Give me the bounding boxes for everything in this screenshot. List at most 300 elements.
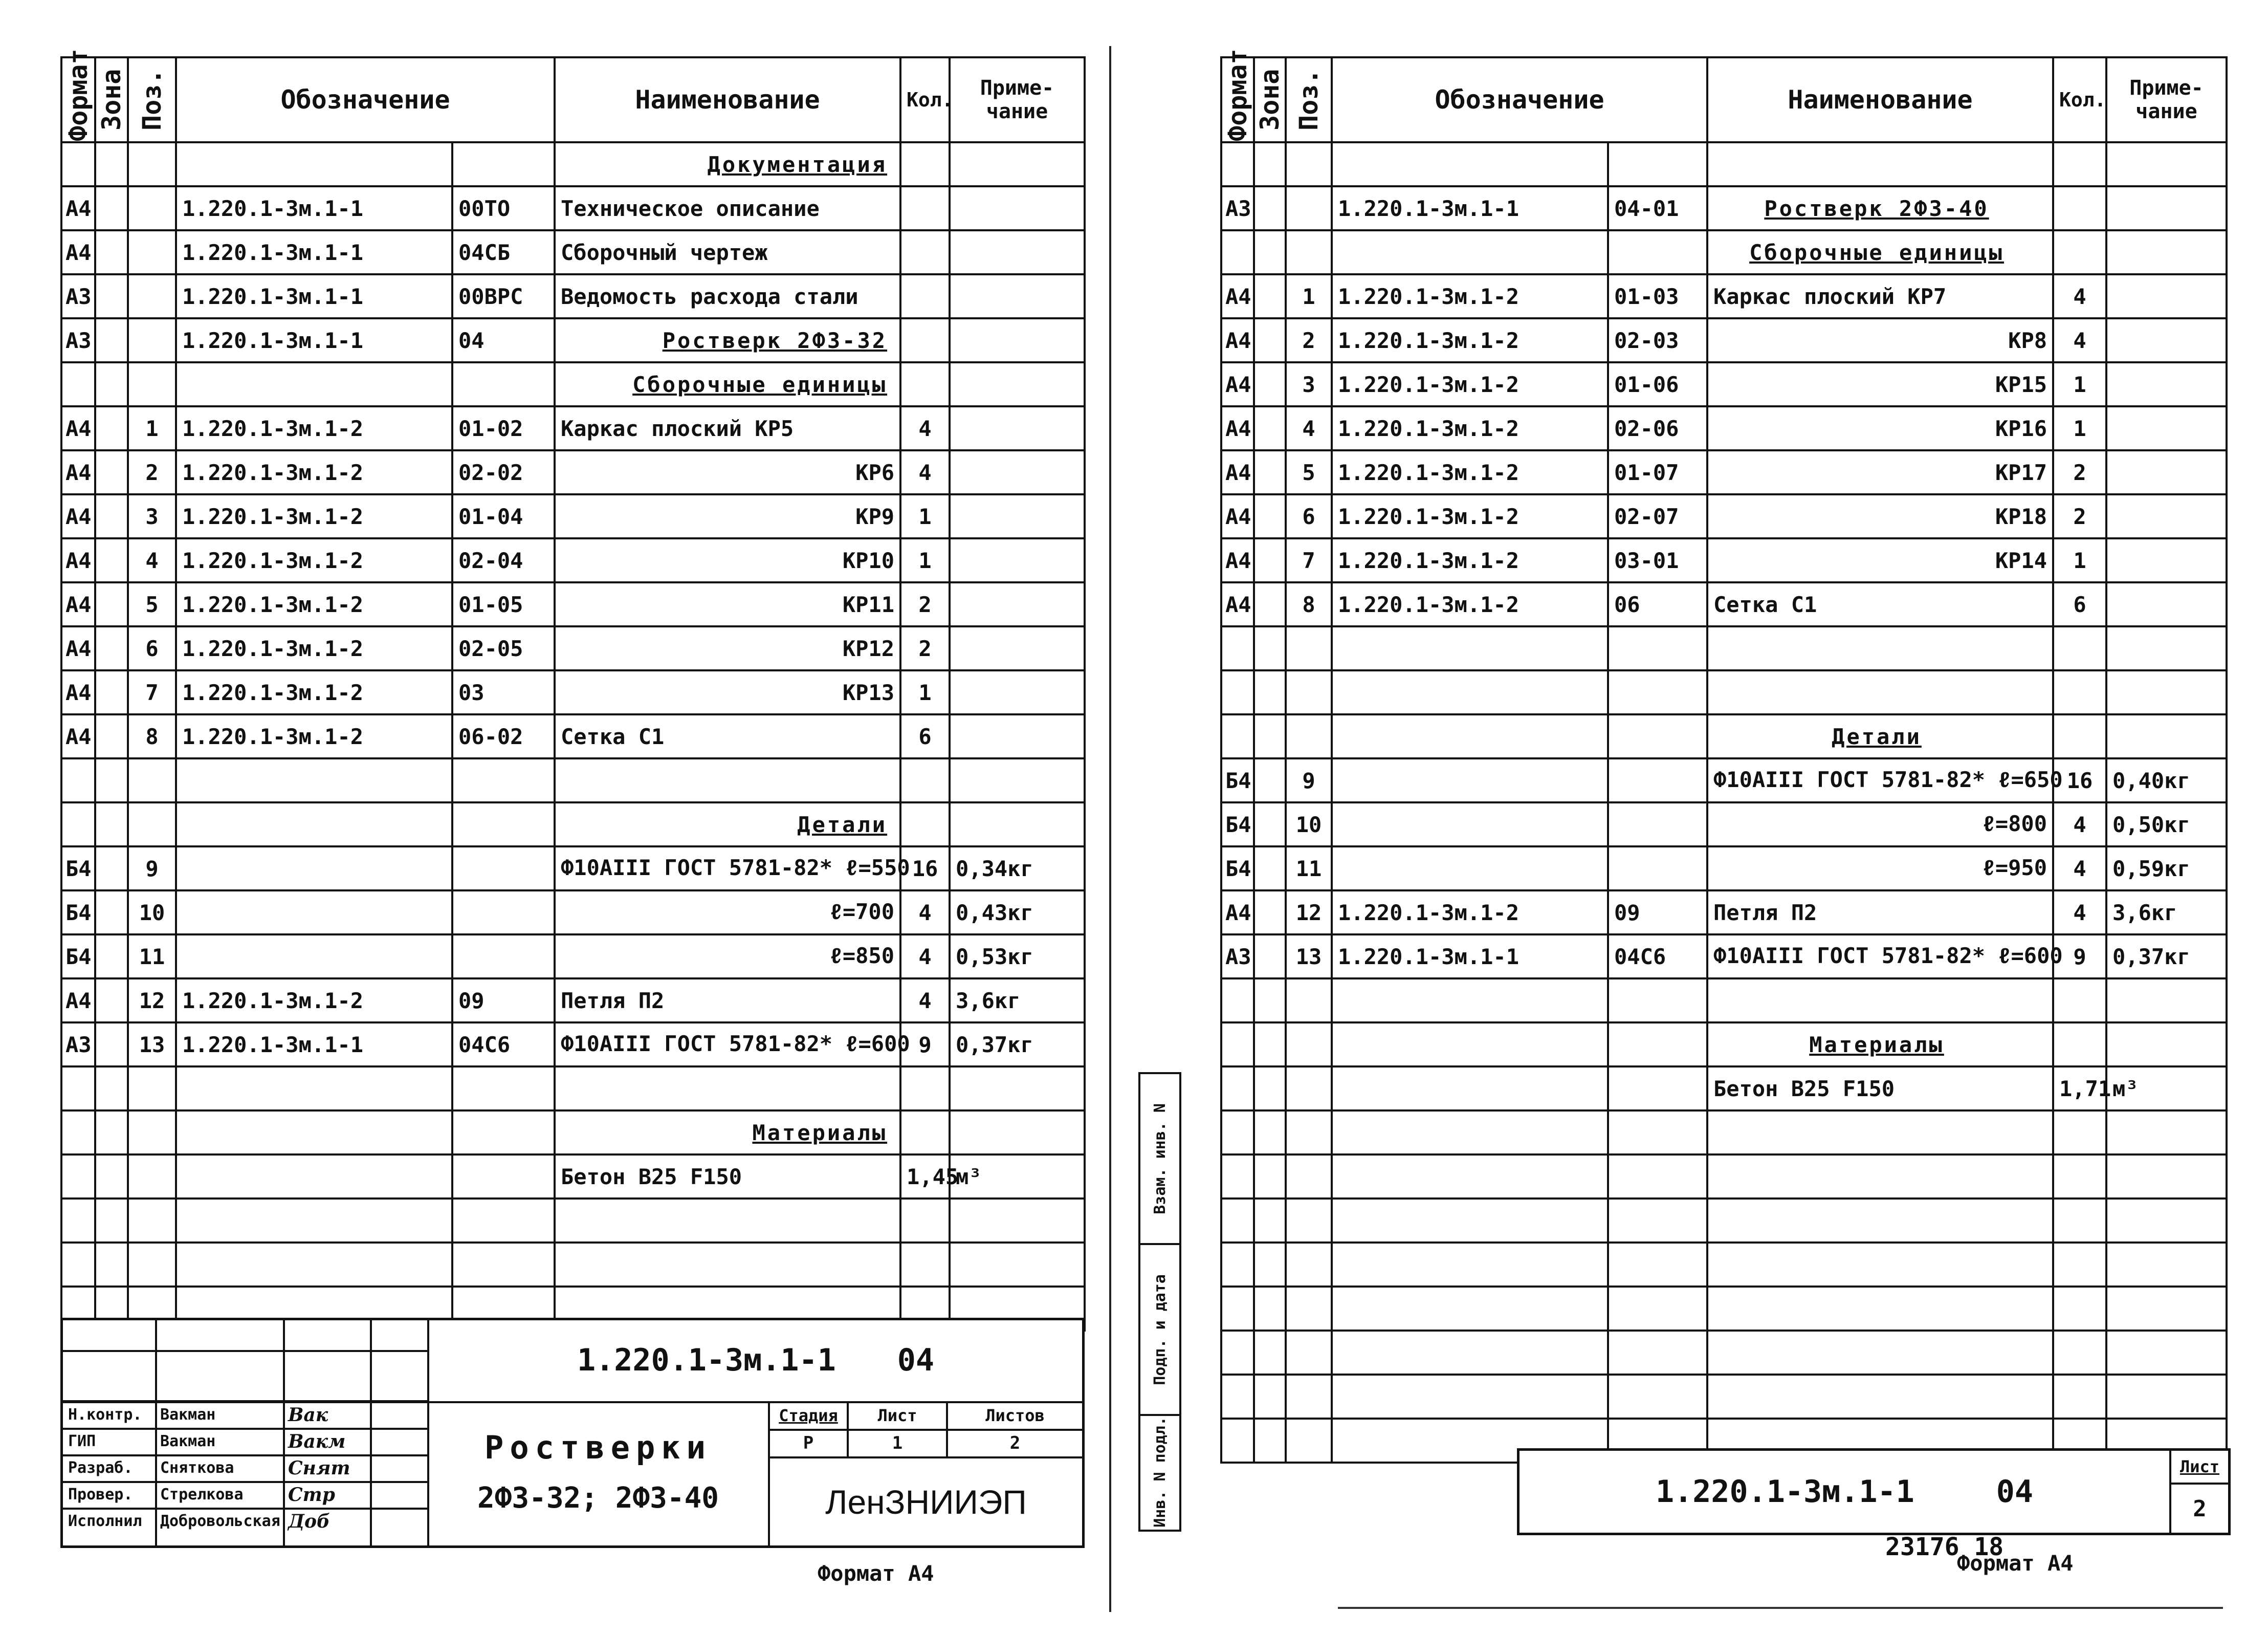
cell-designation-suffix [1608, 1287, 1707, 1331]
cell-qty [900, 318, 950, 362]
cell-format [1221, 1419, 1254, 1463]
cell-qty [2053, 1331, 2106, 1375]
cell-designation [176, 1110, 452, 1154]
cell-pos: 13 [128, 1022, 176, 1066]
cell-name: Петля П2 [1707, 890, 2053, 934]
cell-format: А4 [1221, 274, 1254, 318]
cell-pos: 11 [128, 934, 176, 978]
cell-pos: 6 [1286, 494, 1332, 538]
cell-note: 3,6кг [2106, 890, 2227, 934]
cell-format [61, 362, 95, 406]
cell-note [950, 362, 1085, 406]
signature-mark: Доб [288, 1511, 331, 1532]
spec-body-right [1221, 142, 2227, 1463]
col-note [2106, 57, 2227, 142]
cell-zone [95, 714, 128, 758]
cell-qty: 2 [900, 582, 950, 626]
table-row [61, 626, 1085, 670]
cell-name [1707, 1110, 2053, 1154]
cell-qty [900, 1243, 950, 1287]
cell-name: Ростверк 2Ф3-40 [1707, 186, 2053, 230]
cell-format [61, 1066, 95, 1110]
cell-format [1221, 670, 1254, 714]
stage-label: Стадия [779, 1406, 838, 1425]
cell-qty [900, 758, 950, 802]
cell-designation-suffix [452, 362, 555, 406]
cell-designation-suffix [452, 934, 555, 978]
cell-designation [176, 1066, 452, 1110]
table-row [61, 1110, 1085, 1154]
cell-name: Сборочные единицы [1707, 230, 2053, 274]
cell-designation-suffix: 06 [1608, 582, 1707, 626]
cell-designation-suffix [1608, 670, 1707, 714]
cell-note [2106, 1331, 2227, 1375]
footer-sheet-label: Лист [2179, 1457, 2220, 1476]
cell-name: Ростверк 2Ф3-32 [555, 318, 900, 362]
cell-note [2106, 494, 2227, 538]
cell-format: А4 [61, 406, 95, 450]
cell-note [2106, 1110, 2227, 1154]
cell-qty [900, 274, 950, 318]
cell-designation [1332, 1022, 1608, 1066]
col-designation: Обозначение [1332, 57, 1707, 142]
cell-zone [1254, 978, 1286, 1022]
cell-designation-suffix: 02-04 [452, 538, 555, 582]
cell-designation [1332, 1375, 1608, 1419]
cell-qty [900, 142, 950, 186]
cell-format [1221, 1375, 1254, 1419]
cell-note: 0,50кг [2106, 802, 2227, 846]
cell-pos [128, 1199, 176, 1243]
cell-pos [128, 318, 176, 362]
cell-note [950, 1243, 1085, 1287]
cell-designation-suffix [1608, 1331, 1707, 1375]
signature-person: Сняткова [160, 1459, 234, 1477]
cell-designation-suffix [1608, 714, 1707, 758]
cell-designation [176, 802, 452, 846]
cell-qty [900, 362, 950, 406]
cell-qty: 1 [900, 538, 950, 582]
cell-zone [95, 450, 128, 494]
table-row [61, 362, 1085, 406]
table-row [1221, 890, 2227, 934]
table-row [1221, 1331, 2227, 1375]
cell-pos [1286, 714, 1332, 758]
signature-role: Исполнил [68, 1512, 142, 1530]
cell-format: А3 [1221, 186, 1254, 230]
cell-pos: 2 [128, 450, 176, 494]
cell-name [1707, 670, 2053, 714]
cell-name [1707, 978, 2053, 1022]
cell-designation: 1.220.1-3м.1-2 [1332, 406, 1608, 450]
cell-note [950, 494, 1085, 538]
col-note-line1: Приме- [2129, 76, 2204, 100]
cell-note [2106, 714, 2227, 758]
archive-number: 23176 18 [1885, 1533, 2004, 1561]
table-row [1221, 934, 2227, 978]
sheet-left [60, 49, 1084, 1586]
cell-zone [95, 142, 128, 186]
cell-pos: 1 [1286, 274, 1332, 318]
cell-name [1707, 1199, 2053, 1243]
cell-designation: 1.220.1-3м.1-2 [1332, 890, 1608, 934]
cell-qty: 2 [2053, 494, 2106, 538]
cell-zone [1254, 186, 1286, 230]
cell-name: Документация [555, 142, 900, 186]
cell-pos: 9 [1286, 758, 1332, 802]
cell-name: КР13 [555, 670, 900, 714]
cell-designation: 1.220.1-3м.1-1 [176, 274, 452, 318]
cell-designation-suffix: 04 [452, 318, 555, 362]
cell-designation [1332, 1199, 1608, 1243]
cell-pos: 12 [1286, 890, 1332, 934]
cell-qty [2053, 230, 2106, 274]
cell-designation [176, 362, 452, 406]
cell-pos [128, 142, 176, 186]
cell-note: м³ [950, 1154, 1085, 1199]
cell-designation-suffix [452, 802, 555, 846]
cell-zone [95, 1243, 128, 1287]
cell-note [950, 582, 1085, 626]
cell-designation [176, 846, 452, 890]
cell-pos: 7 [1286, 538, 1332, 582]
cell-note [2106, 626, 2227, 670]
cell-format: Б4 [1221, 846, 1254, 890]
drawing-title-line1: Ростверки [485, 1429, 712, 1466]
cell-qty: 4 [2053, 846, 2106, 890]
table-row [61, 450, 1085, 494]
cell-zone [95, 582, 128, 626]
cell-format: Б4 [61, 846, 95, 890]
cell-pos: 4 [1286, 406, 1332, 450]
side-stamp [1138, 1072, 1181, 1532]
cell-qty: 2 [900, 626, 950, 670]
cell-name: Материалы [555, 1110, 900, 1154]
cell-format [1221, 1199, 1254, 1243]
cell-pos: 2 [1286, 318, 1332, 362]
table-row [1221, 1022, 2227, 1066]
cell-designation-suffix [452, 1199, 555, 1243]
cell-zone [95, 362, 128, 406]
cell-qty: 4 [2053, 802, 2106, 846]
cell-name: КР9 [555, 494, 900, 538]
page-divider [1109, 46, 1111, 1612]
format-label-right: Формат А4 [1957, 1551, 2074, 1576]
col-name: Наименование [555, 57, 900, 142]
cell-name: Детали [1707, 714, 2053, 758]
cell-zone [1254, 846, 1286, 890]
table-row [61, 890, 1085, 934]
cell-pos [128, 362, 176, 406]
cell-zone [1254, 274, 1286, 318]
cell-qty [2053, 670, 2106, 714]
table-row [1221, 758, 2227, 802]
cell-note [2106, 450, 2227, 494]
cell-zone [95, 626, 128, 670]
cell-note [950, 1199, 1085, 1243]
cell-name: ℓ=850 [555, 934, 900, 978]
cell-name [1707, 142, 2053, 186]
cell-pos: 3 [1286, 362, 1332, 406]
cell-zone [1254, 714, 1286, 758]
side-label-inv: Инв. N подл. [1151, 1416, 1169, 1528]
cell-name: Ф10АIII ГОСТ 5781-82* ℓ=600 [1707, 934, 2053, 978]
spec-body-left [61, 142, 1085, 1331]
cell-note [2106, 406, 2227, 450]
table-row [1221, 802, 2227, 846]
table-row [1221, 538, 2227, 582]
cell-zone [1254, 538, 1286, 582]
cell-note [2106, 1199, 2227, 1243]
cell-note: 0,40кг [2106, 758, 2227, 802]
cell-designation-suffix: 02-05 [452, 626, 555, 670]
col-note-line2: чание [986, 100, 1048, 123]
cell-designation [1332, 230, 1608, 274]
cell-format [1221, 978, 1254, 1022]
signature-mark: Вакм [288, 1431, 346, 1452]
cell-zone [1254, 450, 1286, 494]
table-row [61, 846, 1085, 890]
signature-mark: Вак [288, 1404, 328, 1426]
cell-designation [1332, 802, 1608, 846]
cell-zone [95, 1022, 128, 1066]
cell-designation-suffix: 01-07 [1608, 450, 1707, 494]
cell-pos: 10 [128, 890, 176, 934]
cell-note: 0,53кг [950, 934, 1085, 978]
cell-pos [128, 1243, 176, 1287]
cell-name: КР11 [555, 582, 900, 626]
cell-format: Б4 [1221, 802, 1254, 846]
cell-qty: 4 [900, 934, 950, 978]
cell-designation-suffix: 01-02 [452, 406, 555, 450]
cell-pos: 4 [128, 538, 176, 582]
cell-name [1707, 1154, 2053, 1199]
table-row [61, 318, 1085, 362]
table-row [61, 1022, 1085, 1066]
cell-pos [1286, 978, 1332, 1022]
cell-format: А4 [61, 230, 95, 274]
cell-zone [95, 494, 128, 538]
table-row [1221, 230, 2227, 274]
cell-name: Детали [555, 802, 900, 846]
cell-designation [1332, 142, 1608, 186]
cell-note [2106, 274, 2227, 318]
cell-note [950, 274, 1085, 318]
cell-pos: 8 [1286, 582, 1332, 626]
table-row [61, 1243, 1085, 1287]
cell-pos [1286, 1375, 1332, 1419]
cell-pos [1286, 670, 1332, 714]
cell-format [1221, 230, 1254, 274]
cell-designation [1332, 1066, 1608, 1110]
table-row [61, 582, 1085, 626]
cell-qty: 1 [900, 494, 950, 538]
cell-note [950, 758, 1085, 802]
title-block-left [60, 1318, 1085, 1548]
cell-format: А4 [1221, 890, 1254, 934]
cell-qty: 4 [2053, 274, 2106, 318]
cell-designation-suffix [452, 758, 555, 802]
cell-zone [1254, 934, 1286, 978]
cell-designation-suffix [1608, 758, 1707, 802]
cell-zone [95, 846, 128, 890]
doc-code-right-suffix: 04 [1996, 1474, 2033, 1510]
cell-format [61, 1110, 95, 1154]
cell-name: Сетка С1 [555, 714, 900, 758]
cell-note [950, 406, 1085, 450]
cell-note [2106, 538, 2227, 582]
cell-qty: 4 [900, 406, 950, 450]
cell-qty [2053, 626, 2106, 670]
cell-name: КР8 [1707, 318, 2053, 362]
cell-designation-suffix: 03 [452, 670, 555, 714]
cell-zone [95, 186, 128, 230]
cell-format [1221, 1022, 1254, 1066]
cell-qty: 1 [900, 670, 950, 714]
cell-designation: 1.220.1-3м.1-1 [176, 1022, 452, 1066]
format-label-left: Формат А4 [818, 1561, 934, 1586]
cell-designation: 1.220.1-3м.1-2 [176, 670, 452, 714]
cell-format: А4 [61, 450, 95, 494]
cell-designation-suffix: 00ТО [452, 186, 555, 230]
cell-zone [95, 230, 128, 274]
cell-designation: 1.220.1-3м.1-2 [1332, 318, 1608, 362]
cell-zone [95, 978, 128, 1022]
cell-format: А4 [1221, 494, 1254, 538]
table-row [61, 406, 1085, 450]
cell-zone [95, 406, 128, 450]
cell-format: А4 [1221, 362, 1254, 406]
table-row [1221, 494, 2227, 538]
cell-qty [900, 186, 950, 230]
cell-designation-suffix: 01-04 [452, 494, 555, 538]
cell-zone [95, 934, 128, 978]
cell-qty [2053, 1375, 2106, 1419]
sheets-value: 2 [1009, 1433, 1021, 1453]
cell-note [950, 450, 1085, 494]
cell-qty: 4 [900, 450, 950, 494]
cell-designation: 1.220.1-3м.1-2 [176, 406, 452, 450]
cell-pos [1286, 186, 1332, 230]
cell-designation-suffix [452, 890, 555, 934]
drawing-title-line2: 2Ф3-32; 2Ф3-40 [477, 1482, 719, 1515]
cell-name: КР14 [1707, 538, 2053, 582]
sheet-value: 1 [892, 1433, 903, 1453]
cell-designation: 1.220.1-3м.1-2 [176, 450, 452, 494]
cell-pos [128, 274, 176, 318]
cell-format: А4 [1221, 582, 1254, 626]
cell-pos [1286, 1243, 1332, 1287]
sheets-label: Листов [985, 1406, 1045, 1425]
cell-pos [1286, 1066, 1332, 1110]
cell-zone [95, 890, 128, 934]
cell-name: Ф10АIII ГОСТ 5781-82* ℓ=600 [555, 1022, 900, 1066]
cell-qty [2053, 1243, 2106, 1287]
cell-format [1221, 1066, 1254, 1110]
cell-name: Бетон В25 F150 [555, 1154, 900, 1199]
cell-name [1707, 1287, 2053, 1331]
cell-name: КР17 [1707, 450, 2053, 494]
cell-name: Техническое описание [555, 186, 900, 230]
cell-zone [1254, 582, 1286, 626]
cell-designation [1332, 1243, 1608, 1287]
cell-name: Бетон В25 F150 [1707, 1066, 2053, 1110]
table-row [1221, 1375, 2227, 1419]
cell-note [950, 714, 1085, 758]
table-row [1221, 846, 2227, 890]
cell-format: А3 [1221, 934, 1254, 978]
table-row [1221, 670, 2227, 714]
table-row [61, 1199, 1085, 1243]
side-label-replace: Взам. инв. N [1140, 1074, 1179, 1245]
cell-format: А4 [1221, 450, 1254, 494]
cell-designation [1332, 1331, 1608, 1375]
cell-name: Материалы [1707, 1022, 2053, 1066]
cell-qty: 2 [2053, 450, 2106, 494]
cell-designation-suffix: 00ВРС [452, 274, 555, 318]
table-row [1221, 978, 2227, 1022]
cell-name [1707, 1375, 2053, 1419]
col-qty: Кол. [900, 57, 950, 142]
cell-designation: 1.220.1-3м.1-2 [1332, 582, 1608, 626]
cell-format [61, 1154, 95, 1199]
cell-name: КР6 [555, 450, 900, 494]
cell-format: А4 [61, 978, 95, 1022]
cell-zone [1254, 142, 1286, 186]
signature-person: Вакман [160, 1406, 216, 1424]
cell-pos [128, 1110, 176, 1154]
cell-format [61, 1199, 95, 1243]
organization-name: ЛенЗНИИЭП [825, 1483, 1027, 1521]
cell-format: А4 [61, 626, 95, 670]
cell-format [1221, 1243, 1254, 1287]
cell-name: ℓ=700 [555, 890, 900, 934]
col-pos: Поз. [128, 57, 176, 142]
cell-zone [1254, 230, 1286, 274]
cell-note [2106, 1375, 2227, 1419]
cell-designation-suffix [1608, 1375, 1707, 1419]
table-row [1221, 1066, 2227, 1110]
cell-format: А4 [61, 714, 95, 758]
cell-designation: 1.220.1-3м.1-2 [1332, 450, 1608, 494]
cell-designation: 1.220.1-3м.1-2 [1332, 538, 1608, 582]
cell-pos: 11 [1286, 846, 1332, 890]
cell-designation: 1.220.1-3м.1-2 [176, 978, 452, 1022]
cell-zone [1254, 1375, 1286, 1419]
table-row [61, 230, 1085, 274]
cell-designation-suffix: 02-03 [1608, 318, 1707, 362]
cell-qty: 4 [2053, 318, 2106, 362]
cell-qty: 4 [900, 890, 950, 934]
cell-designation-suffix [1608, 230, 1707, 274]
cell-designation [1332, 1110, 1608, 1154]
cell-zone [1254, 1154, 1286, 1199]
cell-note [2106, 186, 2227, 230]
cell-name: Сборочные единицы [555, 362, 900, 406]
cell-note [950, 186, 1085, 230]
cell-name [1707, 1331, 2053, 1375]
table-row [61, 186, 1085, 230]
cell-zone [95, 1066, 128, 1110]
cell-note [950, 538, 1085, 582]
cell-note [2106, 142, 2227, 186]
cell-designation-suffix: 09 [452, 978, 555, 1022]
side-label-sign-date: Подп. и дата [1140, 1245, 1179, 1416]
cell-qty: 4 [900, 978, 950, 1022]
cell-qty [2053, 978, 2106, 1022]
cell-qty [2053, 1287, 2106, 1331]
cell-designation [176, 1199, 452, 1243]
